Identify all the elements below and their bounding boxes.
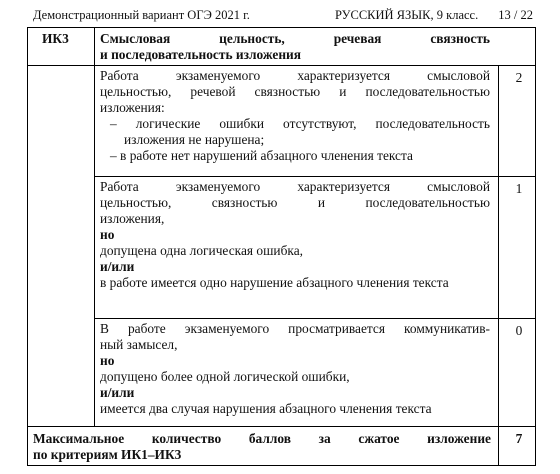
description-line: изложения: [100,100,165,115]
score-0-description [100,321,490,417]
page-number: 13 / 22 [498,8,533,22]
table-right-border [535,27,536,466]
table-bottom-border [27,465,536,466]
bullet-item: – логические ошибки отсутствуют, последовательность изложения не нарушена; [110,116,490,147]
description-line: ный замысел, [100,337,178,352]
total-label-line: по критериям ИК1–ИК3 [33,447,182,462]
score-value: 1 [515,181,523,196]
total-score: 7 [515,431,523,446]
criterion-title-line: Смысловая цельность, речевая связность [100,31,490,46]
score-1-description [100,179,490,291]
criterion-code: ИК3 [42,31,69,46]
exam-title: Демонстрационный вариант ОГЭ 2021 г. [33,8,250,22]
description-line: в работе имеется одно нарушение абзацного членения текста [100,275,449,290]
score-value: 2 [515,70,523,85]
conjunction: но [100,227,115,242]
description-line: имеется два случая нарушения абзацного членения текста [100,401,432,416]
row-divider [94,176,536,177]
description-line: допущено более одной логической ошибки, [100,369,350,384]
column-divider [94,27,95,427]
description-line: Работа экзаменуемого характеризуется смысловой [100,68,490,83]
conjunction: но [100,353,115,368]
total-label-line: Максимальное количество баллов за сжатое изложение [33,431,491,446]
conjunction: и/или [100,385,135,400]
score-2-description [100,68,490,164]
description-line: Работа экзаменуемого характеризуется смысловой [100,179,490,194]
row-divider [27,426,536,427]
description-line: изложения, [100,211,165,226]
table-left-border [27,27,28,466]
description-line: допущена одна логическая ошибка, [100,243,303,258]
total-label [33,431,491,463]
description-line: цельностью, связностью и последовательностью [100,195,490,210]
score-value: 0 [515,323,523,338]
table-top-border [27,27,536,28]
bullet-item: – в работе нет нарушений абзацного членения текста [110,148,413,163]
criterion-title-line: и последовательность изложения [100,47,302,62]
subject-label: РУССКИЙ ЯЗЫК, 9 класс. [335,8,479,22]
description-line: В работе экзаменуемого просматривается коммуникатив- [100,321,490,336]
description-line: цельностью, речевой связностью и последовательностью [100,84,490,99]
conjunction: и/или [100,259,135,274]
criterion-title [100,31,490,63]
column-divider [498,65,499,466]
row-divider [94,318,536,319]
row-divider [27,65,536,66]
